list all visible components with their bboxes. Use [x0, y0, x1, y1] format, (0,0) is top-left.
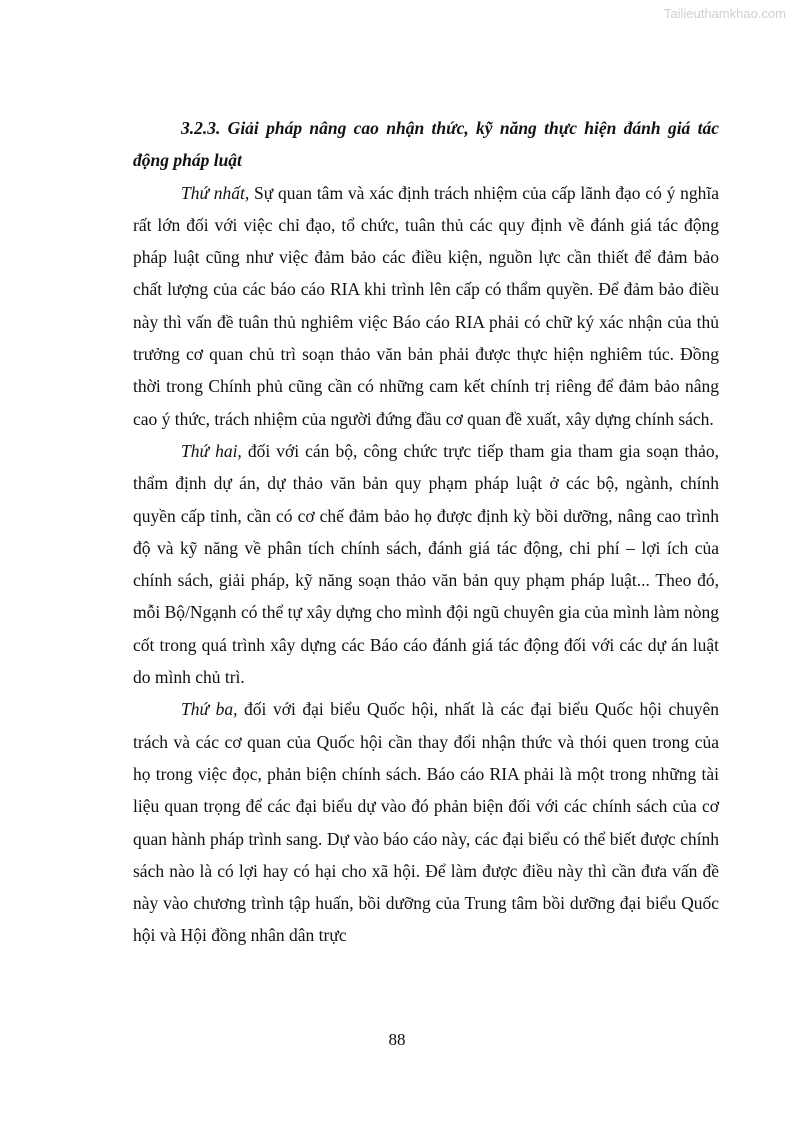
paragraph-lead: Thứ nhất,	[181, 182, 250, 203]
paragraph-first	[133, 177, 719, 435]
paragraph-third	[133, 693, 719, 951]
paragraph-text: Sự quan tâm và xác định trách nhiệm của cấp lãnh đạo có ý nghĩa rất lớn đối với việc chỉ đạo, tổ chức, tuân thủ các quy định về đánh giá tác động pháp luật cũng như việc đảm bảo các điều kiện, nguồn lực cần thiết để đảm bảo chất lượng của các báo cáo RIA khi trình lên cấp có thẩm quyền. Để đảm bảo điều này thì vấn đề tuân thủ nghiêm việc Báo cáo RIA phải có chữ ký xác nhận của thủ trưởng cơ quan chủ trì soạn thảo văn bản phải được thực hiện nghiêm túc. Đồng thời trong Chính phủ cũng cần có những cam kết chính trị riêng để đảm bảo nâng cao ý thức, trách nhiệm của người đứng đầu cơ quan đề xuất, xây dựng chính sách.	[133, 182, 719, 429]
paragraph-lead: Thứ ba,	[181, 699, 238, 720]
page-body	[133, 112, 719, 952]
page-number: 88	[388, 1030, 406, 1049]
paragraph-lead: Thứ hai,	[181, 440, 242, 461]
section-heading: 3.2.3. Giải pháp nâng cao nhận thức, kỹ năng thực hiện đánh giá tác động pháp luật	[133, 118, 719, 171]
watermark-text: Tailieuthamkhao.com	[663, 6, 786, 21]
paragraph-second	[133, 435, 719, 693]
paragraph-text: đối với đại biểu Quốc hội, nhất là các đại biểu Quốc hội chuyên trách và các cơ quan của Quốc hội cần thay đổi nhận thức và thói quen trong của họ trong việc đọc, phản biện chính sách. Báo cáo RIA phải là một trong những tài liệu quan trọng để các đại biểu dự vào đó phản biện đối với các chính sách của cơ quan hành pháp trình sang. Dự vào báo cáo này, các đại biểu có thể biết được chính sách nào là có lợi hay có hại cho xã hội. Để làm được điều này thì cần đưa vấn đề này vào chương trình tập huấn, bồi dưỡng của Trung tâm bồi dưỡng đại biểu Quốc hội và Hội đồng nhân dân trực	[133, 699, 719, 946]
paragraph-text: đối với cán bộ, công chức trực tiếp tham gia tham gia soạn thảo, thẩm định dự án, dự thảo văn bản quy phạm pháp luật ở các bộ, ngành, chính quyền cấp tỉnh, cần có cơ chế đảm bảo họ được định kỳ bồi dưỡng, nâng cao trình độ và kỹ năng về phân tích chính sách, đánh giá tác động, chi phí – lợi ích của chính sách, giải pháp, kỹ năng soạn thảo văn bản quy phạm pháp luật... Theo đó, mỗi Bộ/Ngạnh có thể tự xây dựng cho mình đội ngũ chuyên gia của mình làm nòng cốt trong quá trình xây dựng các Báo cáo đánh giá tác động đối với các dự án luật do mình chủ trì.	[133, 440, 720, 688]
